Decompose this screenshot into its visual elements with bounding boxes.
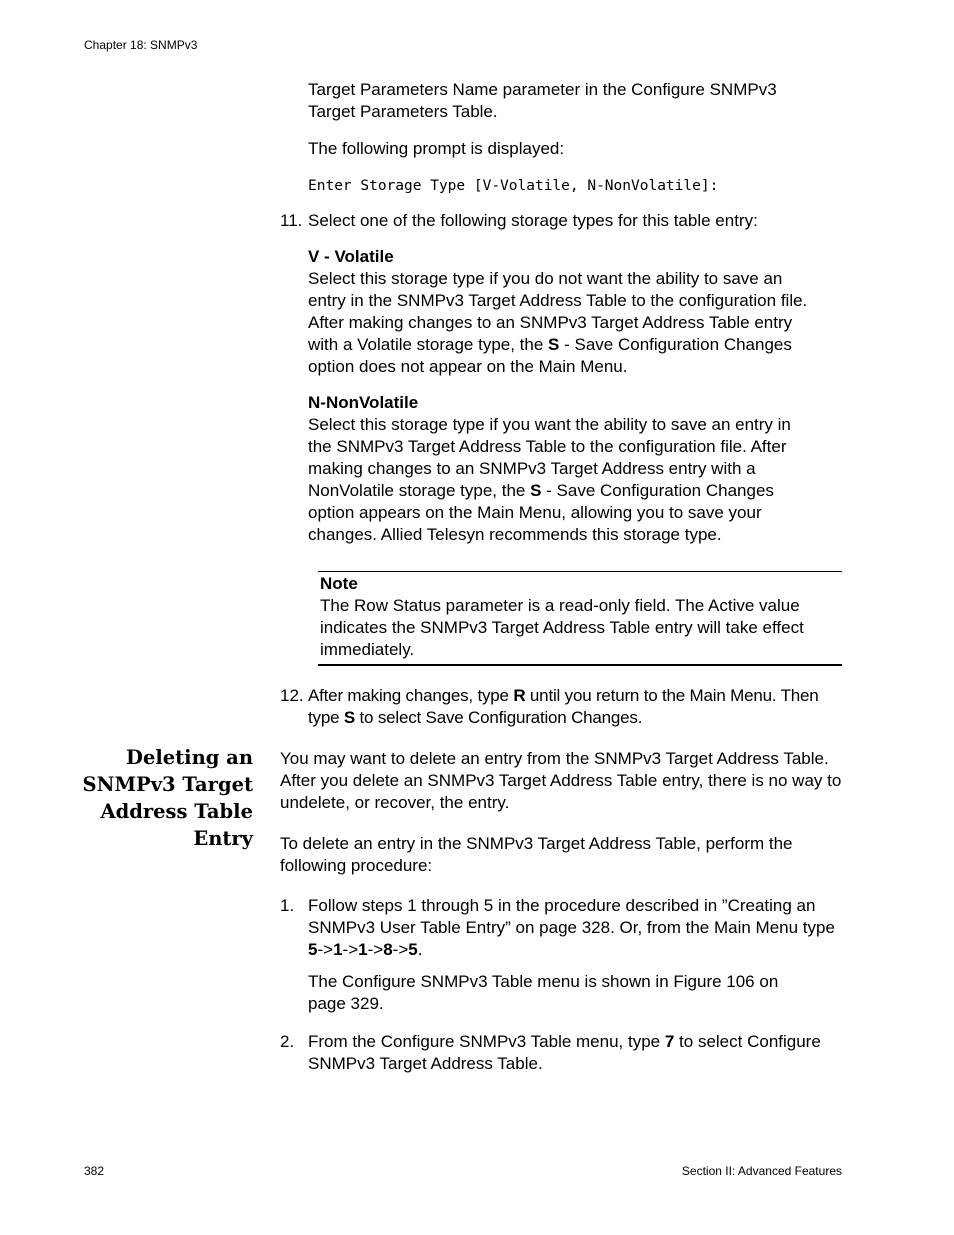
section-heading-line: Entry [193,827,253,850]
volatile-title: V - Volatile [308,247,394,266]
procedure-step-2-number: 2. [280,1032,295,1051]
nonvolatile-description: Select this storage type if you want the ability to save an entry in the SNMPv3 Target Address Table to the configuration file. After making changes to an SNMPv3 Target Address entry with a NonVolatile storage type, the S - Save Configuration Changes option appears on the Main Menu, allowing you to save your changes. Allied Telesyn recommends this storage type. [308,415,791,544]
step-11-number: 11. [280,211,303,230]
procedure-step-1-number: 1. [280,896,295,915]
section-procedure-lead: To delete an entry in the SNMPv3 Target Address Table, perform the following procedure: [280,834,793,875]
section-intro-paragraph: You may want to delete an entry from the SNMPv3 Target Address Table. After you delete an SNMPv3 Target Address Table entry, there is no way to undelete, or recover, the entry. [280,749,842,812]
note-box [318,571,842,666]
section-heading [60,744,253,852]
note-title: Note [320,574,358,593]
nonvolatile-option [308,392,818,546]
prompt-lead-text: The following prompt is displayed: [308,139,565,158]
section-heading-line: Address Table [100,800,253,823]
procedure-step-1-text: Follow steps 1 through 5 in the procedure described in ”Creating an SNMPv3 User Table Entry” on page 328. Or, from the Main Menu type 5->1->1->8->5. [308,896,835,959]
procedure-step-2-text: From the Configure SNMPv3 Table menu, type 7 to select Configure SNMPv3 Target Address Table. [308,1032,821,1073]
procedure-step-1-note: The Configure SNMPv3 Table menu is shown in Figure 106 on page 329. [308,972,779,1013]
intro-paragraph: Target Parameters Name parameter in the Configure SNMPv3 Target Parameters Table. [308,80,777,121]
step-12-number: 12. [280,686,304,705]
volatile-description: Select this storage type if you do not want the ability to save an entry in the SNMPv3 Target Address Table to the configuration file. After making changes to an SNMPv3 Target Address Table entry with a Volatile storage type, the S - Save Configuration Changes option does not appear on the Main Menu. [308,269,808,376]
nonvolatile-title: N-NonVolatile [308,393,419,412]
volatile-option [308,246,813,378]
section-heading-line: SNMPv3 Target [82,773,253,796]
step-11-text: Select one of the following storage types for this table entry: [308,211,758,230]
note-text: The Row Status parameter is a read-only field. The Active value indicates the SNMPv3 Target Address Table entry will take effect immediately. [320,596,804,659]
running-footer-section: Section II: Advanced Features [681,1164,842,1178]
step-12-text: After making changes, type R until you return to the Main Menu. Then type S to select Save Configuration Changes. [308,686,819,727]
page-number: 382 [84,1164,105,1178]
section-heading-line: Deleting an [126,746,253,769]
running-header: Chapter 18: SNMPv3 [84,38,198,52]
storage-type-prompt: Enter Storage Type [V-Volatile, N-NonVolatile]: [308,178,719,194]
